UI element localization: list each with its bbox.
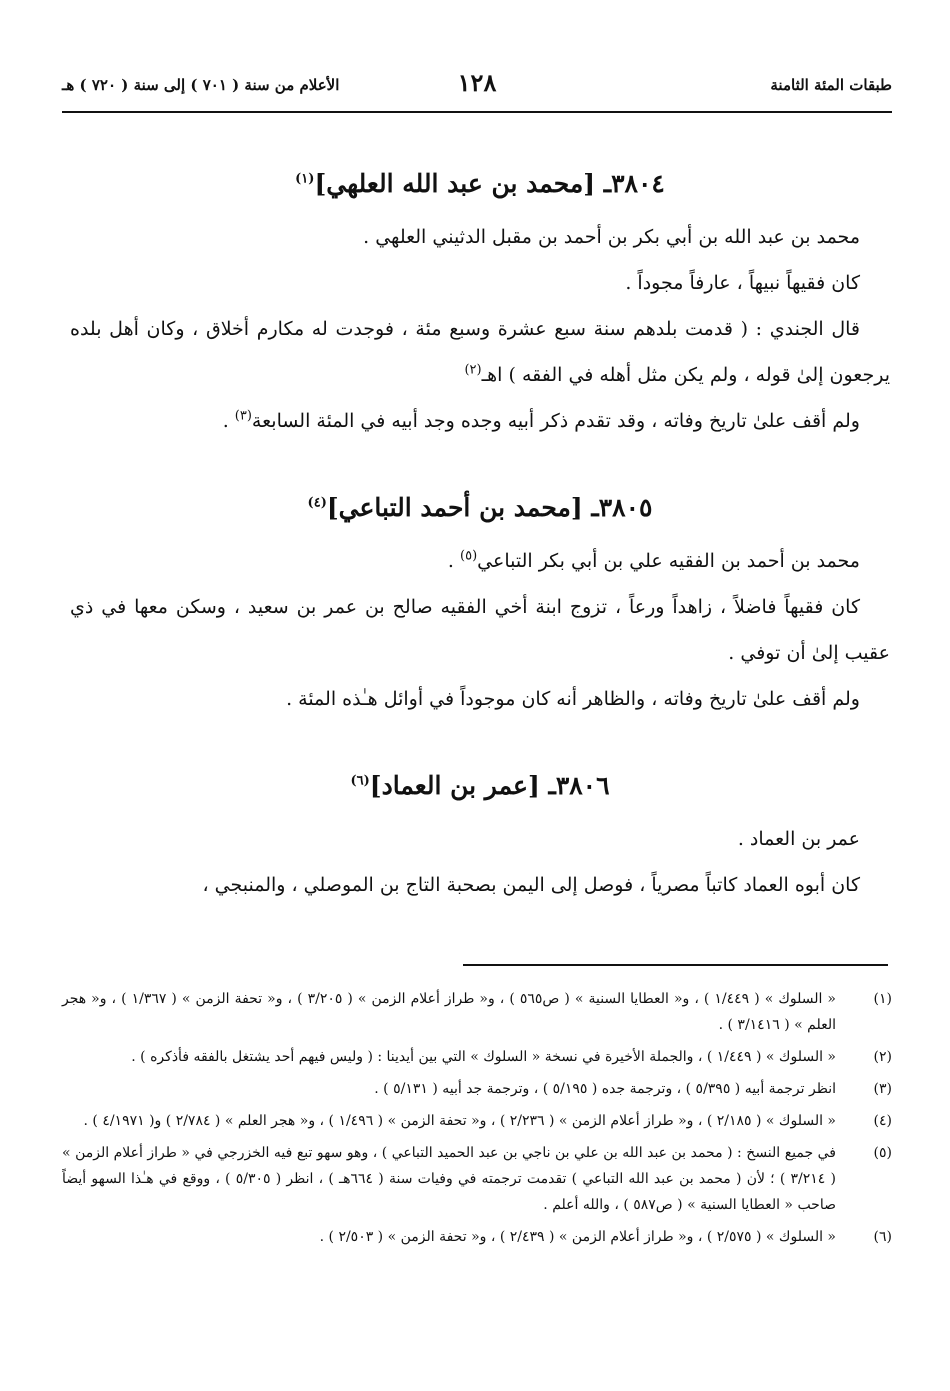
footnote-text: انظر ترجمة أبيه ( ٥/٣٩٥ ) ، وترجمة جده ( ٥/١٩٥ ) ، وترجمة جد أبيه ( ٥/١٣١ ) .	[374, 1081, 836, 1097]
footnote-marker: (١)	[295, 171, 315, 187]
footnote-number: (٤)	[873, 1113, 892, 1129]
paragraph: قال الجندي : ( قدمت بلدهم سنة سبع عشرة وسبع مئة ، فوجدت له مكارم أخلاق ، وكان أهل بلده يرجعون إلىٰ قوله ، ولم يكن مثل أهله في الفقه ) اهـ$^{(٢)}$	[70, 318, 890, 386]
paragraph: كان فقيهاً نبيهاً ، عارفاً مجوداً .	[625, 272, 860, 294]
paragraph: محمد بن أحمد بن الفقيه علي بن أبي بكر التباعي$^{(٥)}$ .	[447, 548, 860, 572]
entry-title: ٣٨٠٤ـ [محمد بن عبد الله العلهي]$^{(١)}$	[295, 169, 665, 198]
footnote-number: (١)	[873, 991, 892, 1007]
footnote-number: (٢)	[873, 1049, 892, 1065]
footnote-text: « السلوك » ( ٢/١٨٥ ) ، و« طراز أعلام الزمن » ( ٢/٢٣٦ ) ، و« تحفة الزمن » ( ١/٤٩٦ ) ، و« هجر العلم » ( ٢/٧٨٤ ) و( ٤/١٩٧١ ) .	[83, 1113, 836, 1129]
footnote-item	[62, 1140, 892, 1218]
footnote-text: في جميع النسخ : ( محمد بن عبد الله بن علي بن ناجي بن عبد الحميد التباعي ) ، وهو سهو تبع فيه الخزرجي في « طراز أعلام الزمن » ( ٣/٢١٤ ) ؛ لأن ( محمد بن عبد الله التباعي ) تقدمت ترجمته في وفيات سنة ( ٦٦٤هـ ) ، انظر ( ٥/٣٠٥ ) ، ووقع في هـٰذا السهو أيضاً صاحب « العطايا السنية » ( ص٥٨٧ ) ، والله أعلم .	[62, 1145, 836, 1213]
paragraph: كان فقيهاً فاضلاً ، زاهداً ورعاً ، تزوج ابنة أخي الفقيه صالح بن عمر بن سعيد ، وسكن معها في ذي عقيب إلىٰ أن توفي .	[70, 596, 890, 664]
footnote-number: (٥)	[873, 1145, 892, 1161]
footnote-marker: (٢)	[464, 362, 482, 378]
page-number: ١٢٨	[457, 68, 497, 97]
footnote-text: « السلوك » ( ٢/٥٧٥ ) ، و« طراز أعلام الزمن » ( ٢/٤٣٩ ) ، و« تحفة الزمن » ( ٢/٥٠٣ ) .	[319, 1229, 836, 1245]
footnote-item	[62, 1224, 892, 1250]
entry-3806	[70, 762, 890, 908]
paragraph: محمد بن عبد الله بن أبي بكر بن أحمد بن مقبل الدثيني العلهي .	[363, 226, 860, 248]
paragraph: كان أبوه العماد كاتباً مصرياً ، فوصل إلى اليمن بصحبة التاج بن الموصلي ، والمنبجي ،	[202, 874, 860, 896]
header-section-title: الأعلام من سنة ( ٧٠١ ) إلى سنة ( ٧٢٠ ) هـ	[62, 76, 340, 94]
entry-3805	[70, 484, 890, 722]
footnote-marker: (٦)	[350, 773, 370, 789]
page-header	[62, 66, 892, 114]
footnote-item	[62, 1044, 892, 1070]
footnote-divider	[463, 964, 888, 966]
header-chapter-title: طبقات المئة الثامنة	[770, 76, 892, 94]
entry-title: ٣٨٠٥ـ [محمد بن أحمد التباعي]$^{(٤)}$	[307, 493, 653, 522]
paragraph: ولم أقف علىٰ تاريخ وفاته ، وقد تقدم ذكر أبيه وجده وجد أبيه في المئة السابعة$^{(٣)}$ .	[222, 408, 860, 432]
footnote-text: « السلوك » ( ١/٤٤٩ ) ، والجملة الأخيرة في نسخة « السلوك » التي بين أيدينا : ( وليس فيهم أحد يشتغل بالفقه فأذكره ) .	[131, 1049, 836, 1065]
footnote-marker: (٣)	[234, 408, 252, 424]
footnote-marker: (٥)	[460, 548, 478, 564]
footnote-item	[62, 1076, 892, 1102]
footnote-text: « السلوك » ( ١/٤٤٩ ) ، و« العطايا السنية » ( ص٥٦٥ ) ، و« طراز أعلام الزمن » ( ٣/٢٠٥ ) ، و« تحفة الزمن » ( ١/٣٦٧ ) ، و« هجر العلم » ( ٣/١٤١٦ ) .	[62, 991, 836, 1033]
main-text	[70, 160, 890, 948]
paragraph: عمر بن العماد .	[737, 828, 860, 850]
footnote-item	[62, 1108, 892, 1134]
footnote-item	[62, 986, 892, 1038]
entry-3804	[70, 160, 890, 444]
footnote-marker: (٤)	[307, 495, 327, 511]
footnote-number: (٣)	[873, 1081, 892, 1097]
footnote-number: (٦)	[873, 1229, 892, 1245]
entry-title: ٣٨٠٦ـ [عمر بن العماد]$^{(٦)}$	[350, 771, 610, 800]
footnotes	[62, 986, 892, 1256]
paragraph: ولم أقف علىٰ تاريخ وفاته ، والظاهر أنه كان موجوداً في أوائل هـٰذه المئة .	[286, 688, 860, 710]
header-divider	[62, 111, 892, 113]
